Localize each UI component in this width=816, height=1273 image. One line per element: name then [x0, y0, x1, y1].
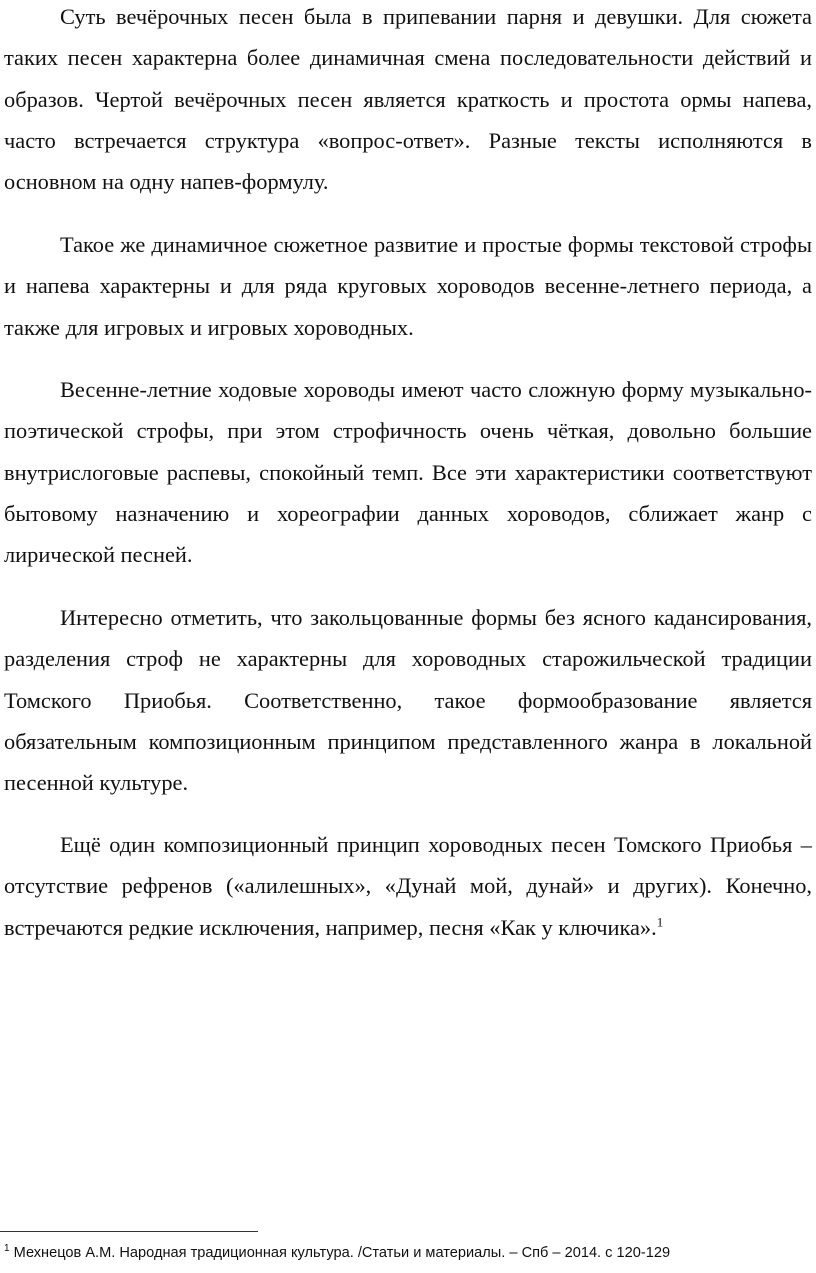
footnote — [4, 1243, 804, 1263]
paragraph-5 — [4, 824, 812, 948]
footnote-reference[interactable]: 1 — [656, 914, 664, 930]
paragraph-4: Интересно отметить, что закольцованные формы без ясного кадансирования, разделения строф не характерны для хороводных старожильческой традиции Томского Приобья. Соответственно, такое формообразование является обязательным композиционным принципом представленного жанра в локальной песенной культуре. — [4, 605, 812, 796]
paragraph-1: Суть вечёрочных песен была в припевании парня и девушки. Для сюжета таких песен характерна более динамичная смена последовательности действий и образов. Чертой вечёрочных песен является краткость и простота ормы напева, часто встречается структура «вопрос-ответ». Разные тексты исполняются в основном на одну напев-формулу. — [4, 4, 812, 195]
paragraph-3: Весенне-летние ходовые хороводы имеют часто сложную форму музыкально-поэтической строфы, при этом строфичность очень чёткая, довольно большие внутрислоговые распевы, спокойный темп. Все эти характеристики соответствуют бытовому назначению и хореографии данных хороводов, сближает жанр с лирической песней. — [4, 377, 812, 568]
footnote-text: Мехнецов А.М. Народная традиционная культура. /Статьи и материалы. – Спб – 2014. с 120-129 — [9, 1245, 671, 1261]
footnote-mark: 1 — [4, 1243, 10, 1255]
footnote-separator — [0, 1231, 258, 1232]
paragraph-5-text: Ещё один композиционный принцип хороводных песен Томского Приобья – отсутствие рефренов («алилешных», «Дунай мой, дунай» и других). Конечно, встречаются редкие исключения, например, песня «Как у ключика». — [4, 832, 812, 940]
paragraph-2: Такое же динамичное сюжетное развитие и простые формы текстовой строфы и напева характерны и для ряда круговых хороводов весенне-летнего периода, а также для игровых и игровых хороводных. — [4, 232, 812, 340]
